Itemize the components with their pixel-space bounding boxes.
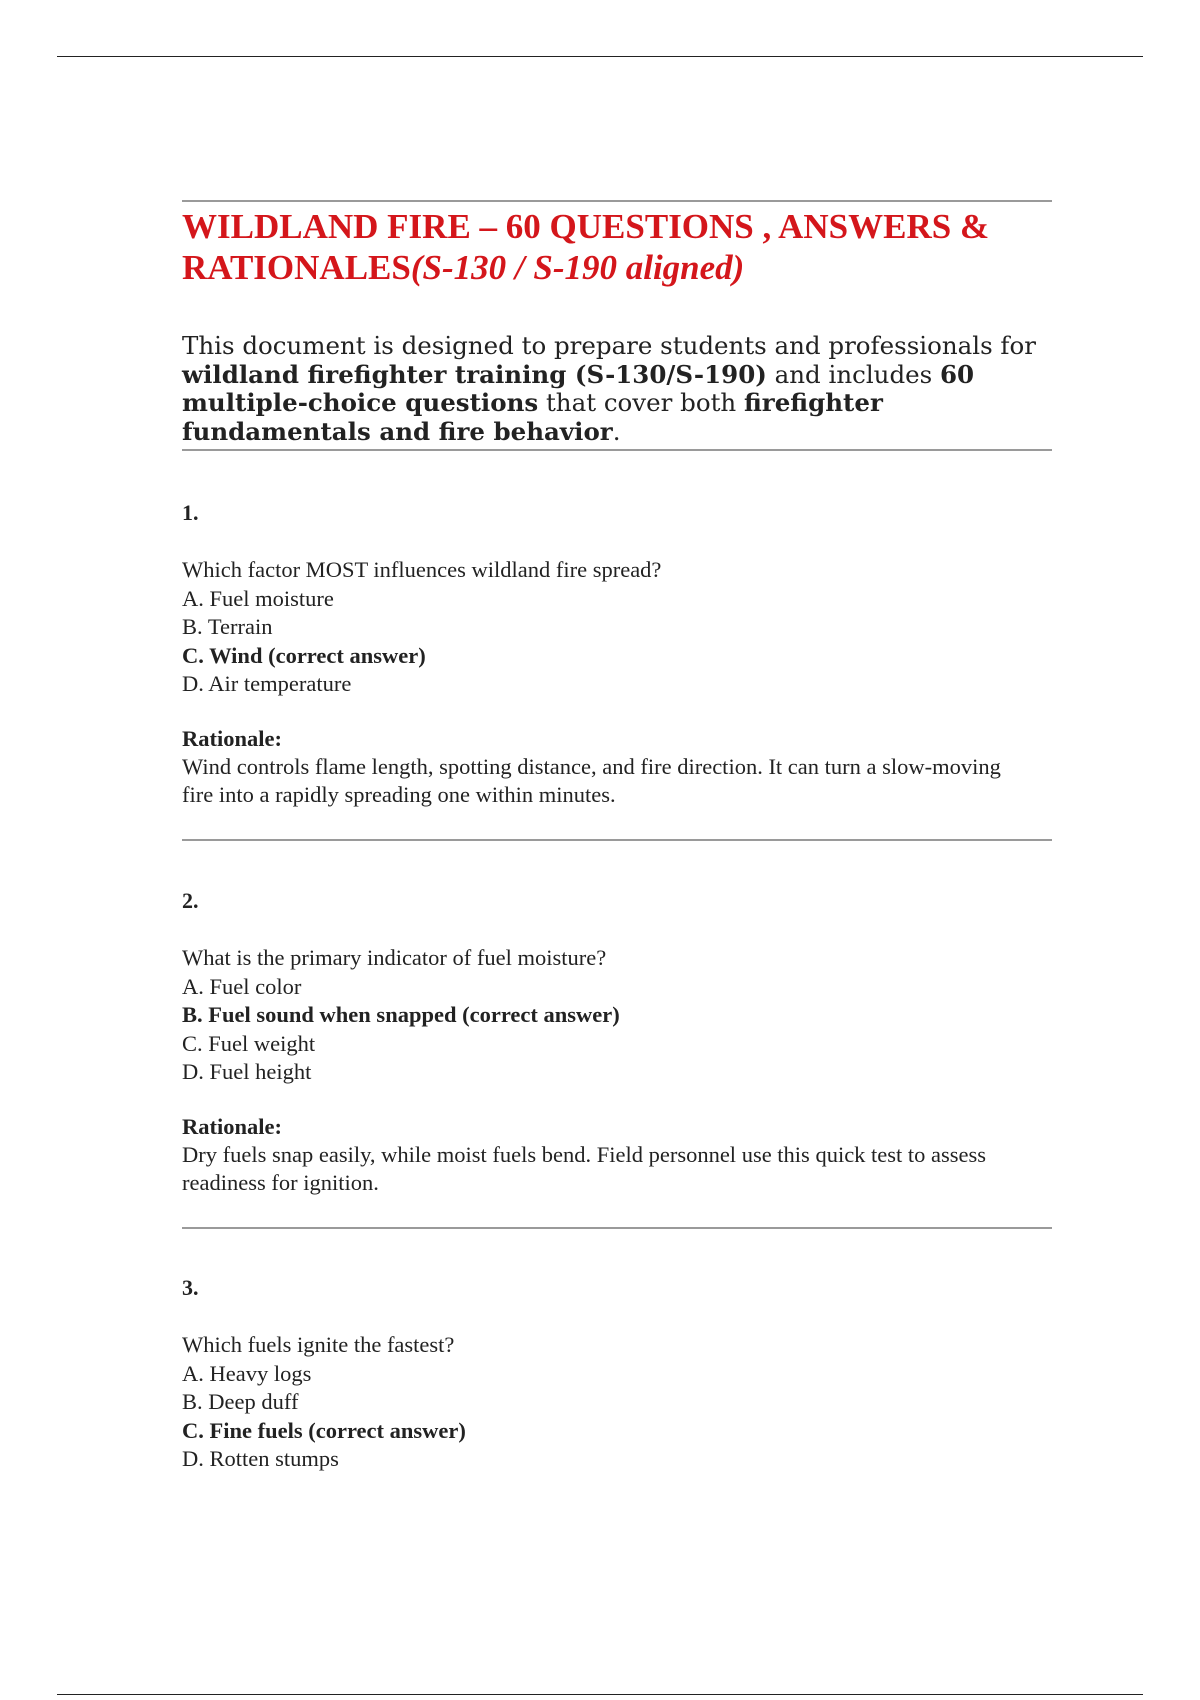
intro-text-2: and includes	[766, 359, 940, 389]
question-block-3	[182, 1275, 1052, 1474]
question-text: Which factor MOST influences wildland fire spread?	[182, 557, 662, 582]
question-block-2	[182, 888, 1052, 1229]
page-top-rule	[57, 56, 1143, 57]
question-divider	[182, 839, 1052, 841]
answer-option-d: D. Fuel height	[182, 1059, 312, 1084]
intro-bottom-rule	[182, 449, 1052, 451]
answer-option-d: D. Rotten stumps	[182, 1446, 339, 1471]
intro-text-1: This document is designed to prepare students and professionals for	[182, 331, 1036, 360]
document-content	[182, 200, 1052, 451]
title-main: WILDLAND FIRE – 60 QUESTIONS , ANSWERS & RATIONALES	[182, 207, 990, 287]
answer-option-c-correct: C. Fine fuels (correct answer)	[182, 1417, 466, 1443]
title-top-rule	[182, 200, 1052, 202]
answer-option-a: A. Fuel moisture	[182, 585, 334, 611]
rationale-label: Rationale:	[182, 725, 282, 751]
intro-paragraph	[182, 332, 1052, 446]
intro-text-4: .	[612, 416, 621, 446]
answer-option-b-correct: B. Fuel sound when snapped (correct answer)	[182, 1002, 620, 1027]
intro-text-3: that cover both	[538, 388, 744, 417]
intro-bold-3: firefighter fundamentals and fire behavior	[182, 388, 883, 446]
answer-option-c-correct: C. Wind (correct answer)	[182, 642, 426, 668]
question-text: Which fuels ignite the fastest?	[182, 1332, 455, 1357]
document-title	[182, 206, 1052, 288]
rationale-text: Dry fuels snap easily, while moist fuels bend. Field personnel use this quick test to assess readiness for ignition.	[182, 1142, 987, 1195]
question-number: 2.	[182, 888, 199, 913]
rationale-label: Rationale:	[182, 1113, 282, 1139]
question-number: 3.	[182, 1275, 199, 1300]
answer-option-d: D. Air temperature	[182, 671, 352, 696]
answer-option-a: A. Fuel color	[182, 973, 302, 999]
intro-bold-2: 60 multiple-choice questions	[182, 359, 975, 417]
intro-bold-1: wildland firefighter training (S-130/S-190)	[182, 359, 767, 389]
answer-option-b: B. Deep duff	[182, 1389, 299, 1414]
answer-option-b: B. Terrain	[182, 614, 273, 639]
question-block-1	[182, 500, 1052, 841]
answer-option-c: C. Fuel weight	[182, 1030, 316, 1056]
question-divider	[182, 1227, 1052, 1229]
question-text: What is the primary indicator of fuel moisture?	[182, 945, 607, 970]
title-subtitle: (S-130 / S-190 aligned)	[410, 248, 745, 287]
answer-option-a: A. Heavy logs	[182, 1360, 312, 1386]
question-number: 1.	[182, 500, 199, 525]
rationale-text: Wind controls flame length, spotting distance, and fire direction. It can turn a slow-moving fire into a rapidly spreading one within minutes.	[182, 754, 1001, 807]
page-bottom-rule	[57, 1694, 1143, 1695]
